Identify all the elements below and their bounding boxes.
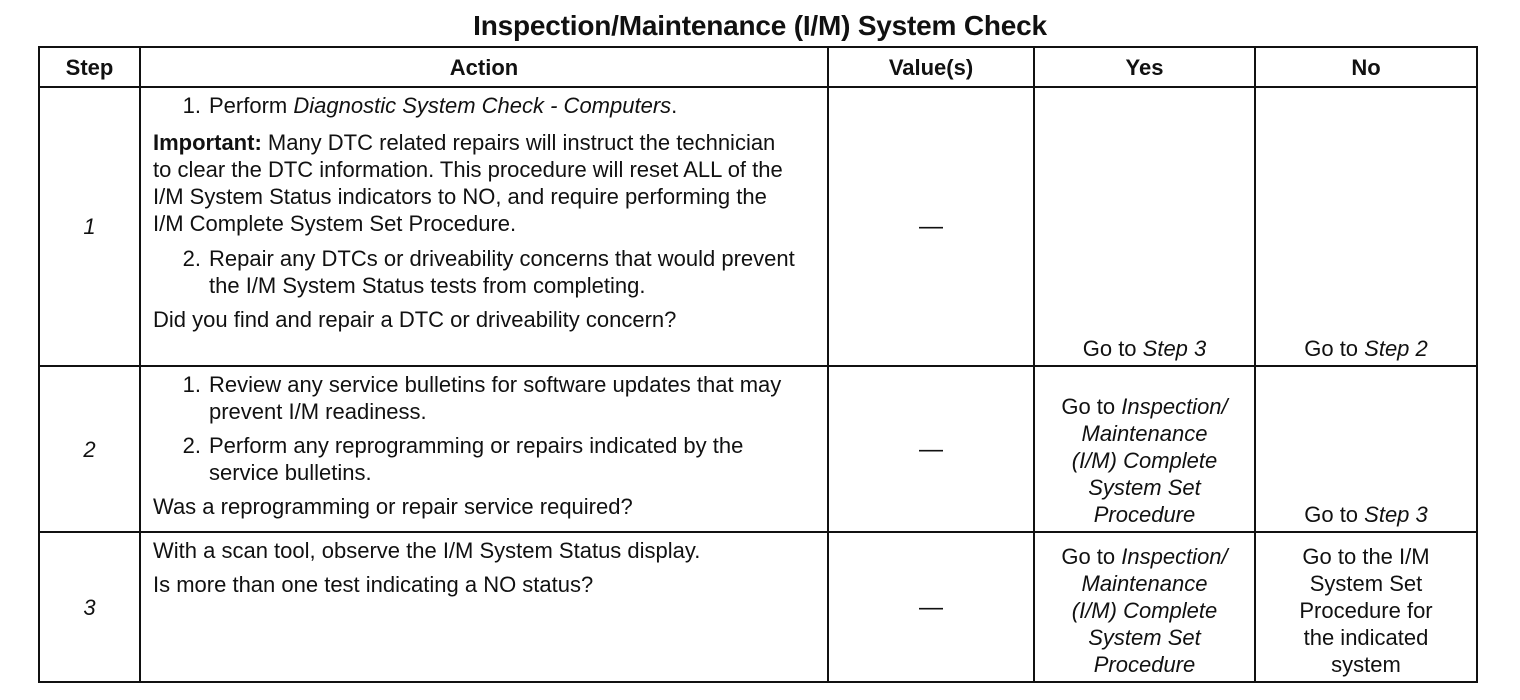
yes-procedure-ref: Inspection/ (1121, 544, 1228, 569)
yes-procedure-ref: Maintenance (1081, 571, 1208, 596)
table-row (39, 532, 1477, 682)
list-number: 1. (182, 372, 201, 397)
yes-prefix: Go to (1082, 336, 1143, 361)
important-note (153, 129, 819, 237)
action-cell (140, 532, 828, 682)
no-line: system (1331, 652, 1401, 677)
yes-prefix: Go to (1061, 394, 1122, 419)
list-item (153, 245, 819, 299)
yes-procedure-ref: (I/M) Complete (1071, 448, 1218, 473)
no-line: Go to the I/M (1302, 544, 1430, 569)
yes-prefix: Go to (1061, 544, 1122, 569)
list-text (209, 92, 819, 119)
list-text: Perform any reprogramming or repairs indicated by the service bulletins. (209, 433, 744, 485)
list-item (153, 92, 819, 119)
no-prefix: Go to (1304, 502, 1365, 527)
no-prefix: Go to (1304, 336, 1365, 361)
action-cell (140, 87, 828, 366)
yes-procedure-ref: System Set (1088, 475, 1201, 500)
question-text: Was a reprogramming or repair service required? (153, 494, 633, 519)
list-number: 1. (182, 93, 201, 118)
header-step: Step (39, 47, 140, 87)
yes-procedure-ref: Procedure (1093, 502, 1196, 527)
value-cell: — (828, 532, 1034, 682)
yes-cell (1034, 87, 1255, 366)
yes-procedure-ref: Maintenance (1081, 421, 1208, 446)
list-text: Review any service bulletins for software updates that may prevent I/M readiness. (209, 372, 782, 424)
system-check-table (38, 46, 1478, 683)
procedure-link-text: Diagnostic System Check - Computers (293, 93, 672, 118)
important-label: Important: (153, 130, 262, 155)
header-values: Value(s) (828, 47, 1034, 87)
step-number: 2 (39, 366, 140, 532)
table-row (39, 366, 1477, 532)
list-item (153, 371, 819, 425)
value-cell: — (828, 87, 1034, 366)
action-cell (140, 366, 828, 532)
header-action: Action (140, 47, 828, 87)
yes-step-ref: Step 3 (1142, 336, 1207, 361)
no-line: System Set (1309, 571, 1423, 596)
yes-cell (1034, 366, 1255, 532)
yes-procedure-ref: System Set (1088, 625, 1201, 650)
no-cell (1255, 532, 1477, 682)
question-text: Did you find and repair a DTC or driveability concern? (153, 307, 677, 332)
table-row (39, 87, 1477, 366)
step-number: 1 (39, 87, 140, 366)
step-number: 3 (39, 532, 140, 682)
question-text: Is more than one test indicating a NO status? (153, 572, 594, 597)
page-title: Inspection/Maintenance (I/M) System Check (473, 10, 1047, 41)
yes-procedure-ref: Inspection/ (1121, 394, 1228, 419)
no-step-ref: Step 3 (1364, 502, 1428, 527)
list-number: 2. (182, 433, 201, 458)
yes-procedure-ref: Procedure (1093, 652, 1196, 677)
punctuation: . (671, 93, 678, 118)
important-text: Many DTC related repairs will instruct the technician to clear the DTC information. This procedure will reset ALL of the I/M System Status indicators to NO, and require performing the I/M Complete System Set Procedure. (153, 130, 783, 236)
no-line: Procedure for (1299, 598, 1433, 623)
yes-line (1035, 393, 1254, 420)
value-cell: — (828, 366, 1034, 532)
header-yes: Yes (1034, 47, 1255, 87)
yes-line (1035, 543, 1254, 570)
no-cell (1255, 366, 1477, 532)
yes-cell (1034, 532, 1255, 682)
action-text: With a scan tool, observe the I/M System Status display. (153, 538, 701, 563)
list-item (153, 432, 819, 486)
list-text: Repair any DTCs or driveability concerns that would prevent the I/M System Status tests from completing. (209, 246, 795, 298)
table-header-row (39, 47, 1477, 87)
list-number: 2. (182, 246, 201, 271)
yes-procedure-ref: (I/M) Complete (1071, 598, 1218, 623)
no-line: the indicated (1303, 625, 1429, 650)
no-step-ref: Step 2 (1364, 336, 1428, 361)
action-text: Perform (209, 93, 294, 118)
no-cell (1255, 87, 1477, 366)
header-no: No (1255, 47, 1477, 87)
